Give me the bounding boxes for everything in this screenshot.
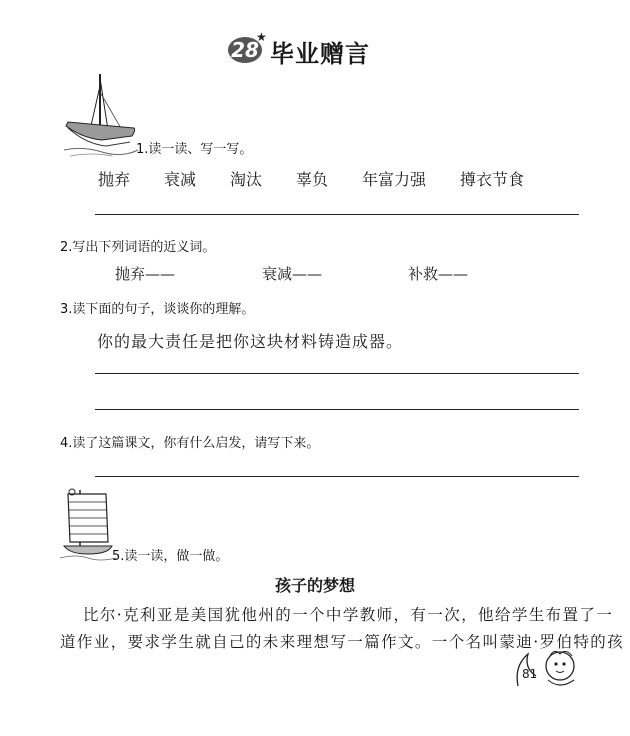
- synonym-item: 补救——: [408, 265, 469, 283]
- sailboat-illustration: [62, 72, 140, 158]
- synonym-item: 抛弃——: [115, 265, 176, 283]
- word-item: 撙衣节食: [460, 170, 525, 189]
- lesson-number-badge: 28: [228, 37, 262, 63]
- synonym-item: 衰减——: [262, 265, 323, 283]
- question-4-prompt: 4.读了这篇课文，你有什么启发，请写下来。: [60, 436, 320, 451]
- word-item: 抛弃: [98, 170, 131, 189]
- word-item: 衰减: [164, 170, 197, 189]
- question-2-prompt: 2.写出下列词语的近义词。: [60, 240, 216, 255]
- question-3-sentence: 你的最大责任是把你这块材料铸造成器。: [97, 332, 404, 351]
- answer-line[interactable]: [95, 476, 579, 477]
- word-item: 辜负: [296, 170, 329, 189]
- question-5-prompt: 5.读一读，做一做。: [112, 549, 229, 564]
- story-title: 孩子的梦想: [274, 576, 355, 595]
- story-text-line: 道作业，要求学生就自己的未来理想写一篇作文。一个名叫蒙迪·罗伯特的孩: [60, 633, 625, 651]
- answer-line[interactable]: [95, 409, 579, 410]
- answer-line[interactable]: [95, 373, 579, 374]
- word-item: 年富力强: [362, 170, 427, 189]
- story-text-line: 比尔·克利亚是美国犹他州的一个中学教师，有一次，他给学生布置了一: [83, 606, 614, 624]
- star-icon: ★: [256, 30, 267, 44]
- question-1-prompt: 1.读一读、写一写。: [136, 142, 253, 157]
- junk-boat-illustration: [58, 488, 118, 562]
- page-number: 81: [522, 667, 538, 681]
- question-3-prompt: 3.读下面的句子，谈谈你的理解。: [60, 302, 255, 317]
- answer-line[interactable]: [95, 214, 579, 215]
- question-1-word-list: [0, 167, 630, 189]
- lesson-title: 毕业赠言: [270, 40, 370, 68]
- word-item: 淘汰: [230, 170, 263, 189]
